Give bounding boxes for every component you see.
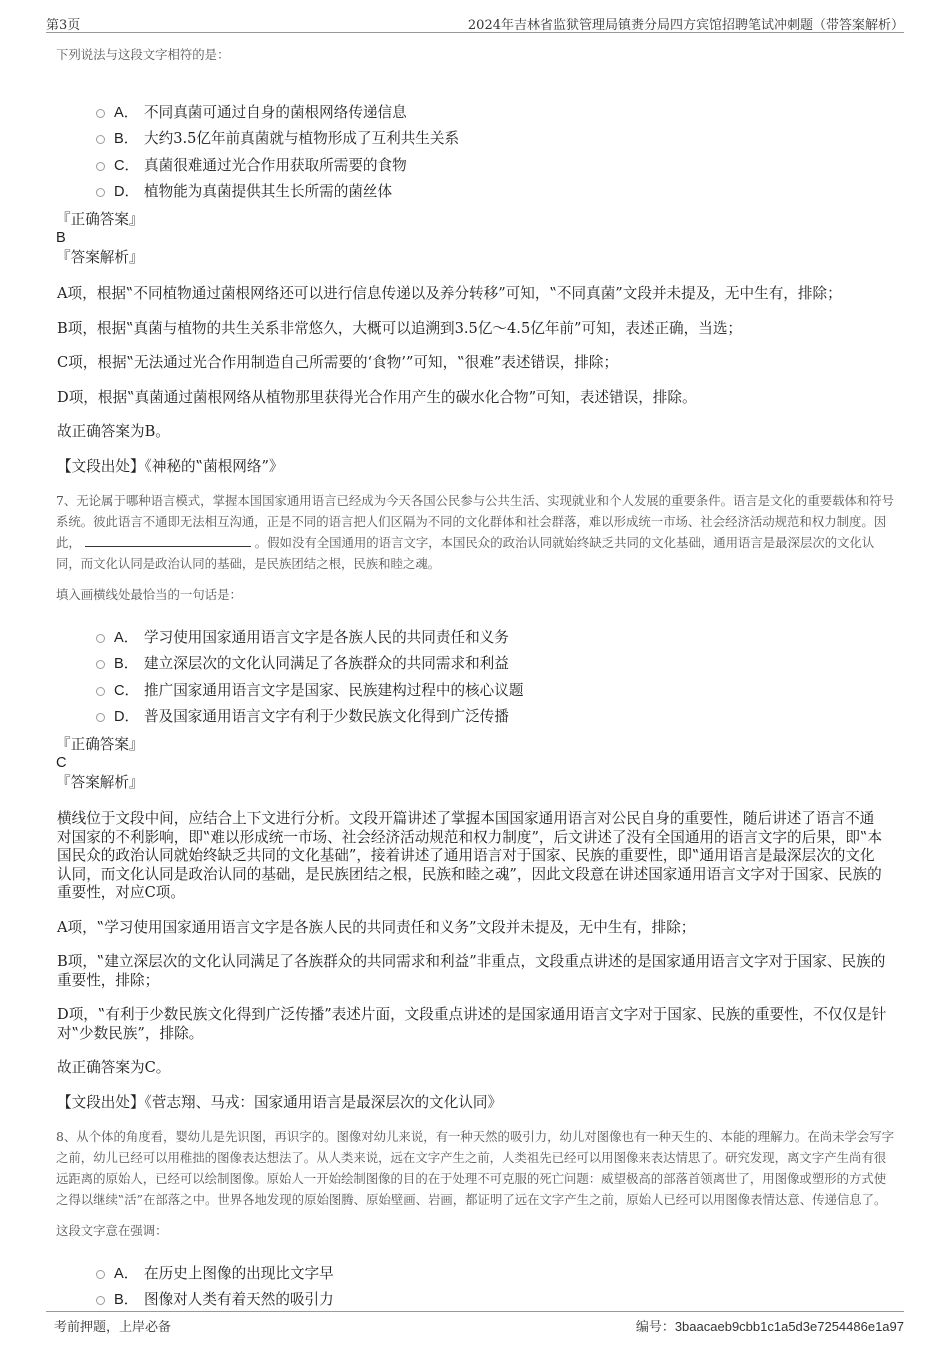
question-prompt: 填入画横线处最恰当的一句话是： [56,587,242,602]
fill-blank [85,534,251,547]
correct-answer: C [56,755,67,771]
radio-icon[interactable] [96,687,105,696]
radio-icon[interactable] [96,1296,105,1305]
radio-icon[interactable] [96,634,105,643]
option-a[interactable]: A． 学习使用国家通用语言文字是各族人民的共同责任和义务 [96,623,896,650]
document-title: 2024年吉林省监狱管理局镇赉分局四方宾馆招聘笔试冲刺题（带答案解析） [467,18,904,33]
page-header [46,12,904,33]
analysis-conclusion: 故正确答案为B。 [57,423,170,440]
page-number: 第3页 [46,18,81,33]
analysis-conclusion: 故正确答案为C。 [57,1059,171,1076]
radio-icon[interactable] [96,109,105,118]
analysis-paragraph: A项，‟学习使用国家通用语言文字是各族人民的共同责任和义务”文段并未提及，无中生有，排除； [57,918,696,936]
question-prompt: 下列说法与这段文字相符的是： [56,47,230,62]
analysis-paragraph: A项，根据‟不同植物通过菌根网络还可以进行信息传递以及养分转移”可知，‟不同真菌”文段并未提及，无中生有，排除； [57,285,842,302]
radio-icon[interactable] [96,713,105,722]
question-prompt: 这段文字意在强调： [56,1223,168,1238]
footer-slogan: 考前押题，上岸必备 [54,1320,172,1335]
radio-icon[interactable] [96,162,105,171]
option-a[interactable]: A． 在历史上图像的出现比文字早 [96,1259,896,1286]
analysis-label: 『答案解析』 [56,774,144,791]
option-a[interactable]: A． 不同真菌可通过自身的菌根网络传递信息 [96,98,896,125]
option-d[interactable]: D． 植物能为真菌提供其生长所需的菌丝体 [96,178,896,205]
option-c[interactable]: C． 真菌很难通过光合作用获取所需要的食物 [96,151,896,178]
correct-answer: B [56,230,66,246]
answer-label: 『正确答案』 [56,211,144,228]
analysis-paragraph: 横线位于文段中间，应结合上下文进行分析。文段开篇讲述了掌握本国国家通用语言对公民自身的重要性，随后讲述了语言不通对国家的不利影响，即‟难以形成统一市场、社会经济活动规范和权力制度”，后文讲述了没有全国通用的语言文字的后果，即‟本国民众的政治认同就始终缺乏共同的文化基础”，接着讲述了通用语言对于国家、民族的重要性，即‟通用语言是最深层次的文化认同，而文化认同是政治认同的基础，是民族团结之根，民族和睦之魂”，因此文段意在讲述国家通用语言文字对于国家、民族的重要性，对应C项。 [57,810,883,901]
radio-icon[interactable] [96,188,105,197]
document-code: 编号：3baacaeb9cbb1c1a5d3e7254486e1a97 [635,1319,904,1335]
analysis-paragraph: B项，‟建立深层次的文化认同满足了各族群众的共同需求和利益”非重点，文段重点讲述的是国家通用语言文字对于国家、民族的重要性，排除； [57,953,886,989]
option-b[interactable]: B． 建立深层次的文化认同满足了各族群众的共同需求和利益 [96,650,896,677]
analysis-paragraph: B项，根据‟真菌与植物的共生关系非常悠久，大概可以追溯到3.5亿～4.5亿年前”可知，表述正确，当选； [57,319,743,337]
source-citation: 【文段出处】《神秘的‟菌根网络”》 [57,457,284,475]
document-body [56,44,896,1312]
question-stem: 8、从个体的角度看，婴幼儿是先识图，再识字的。图像对幼儿来说，有一种天然的吸引力，幼儿对图像也有一种天生的、本能的理解力。在尚未学会写字之前，幼儿已经可以用稚拙的图像表达想法了。从人类来说，远在文字产生之前，人类祖先已经可以用图像来表达情思了。研究发现，离文字产生尚有很远距离的原始人，已经可以绘制图像。原始人一开始绘制图像的目的在于处理不可克服的死亡问题：威望极高的部落首领离世了，用图像或塑形的方式使之得以继续‟活”在部落之中。世界各地发现的原始图腾、原始壁画、岩画，都证明了远在文字产生之前，原始人已经可以用图像表情达意、传递信息了。 [56,1129,895,1207]
analysis-label: 『答案解析』 [56,249,144,266]
analysis-paragraph: C项，根据‟无法通过光合作用制造自己所需要的‘食物’”可知，‟很难”表述错误，排除； [57,354,619,371]
radio-icon[interactable] [96,1270,105,1279]
analysis-paragraph: D项，根据‟真菌通过菌根网络从植物那里获得光合作用产生的碳水化合物”可知，表述错误，排除。 [57,388,697,406]
radio-icon[interactable] [96,135,105,144]
page-footer [46,1311,904,1336]
option-list [96,1259,896,1312]
radio-icon[interactable] [96,660,105,669]
analysis-paragraph: D项，‟有利于少数民族文化得到广泛传播”表述片面，文段重点讲述的是国家通用语言文字对于国家、民族的重要性，不仅仅是针对‟少数民族”，排除。 [57,1006,887,1042]
option-d[interactable]: D． 普及国家通用语言文字有利于少数民族文化得到广泛传播 [96,703,896,730]
source-citation: 【文段出处】《菅志翔、马戎：国家通用语言是最深层次的文化认同》 [57,1093,503,1111]
option-list [96,98,896,204]
option-c[interactable]: C． 推广国家通用语言文字是国家、民族建构过程中的核心议题 [96,676,896,703]
option-b[interactable]: B． 图像对人类有着天然的吸引力 [96,1286,896,1313]
option-b[interactable]: B． 大约3.5亿年前真菌就与植物形成了互利共生关系 [96,125,896,152]
option-list [96,623,896,729]
question-stem: 7、无论属于哪种语言模式，掌握本国国家通用语言已经成为今天各国公民参与公共生活、实现就业和个人发展的重要条件。语言是文化的重要载体和符号系统。彼此语言不通即无法相互沟通，正是不同的语言把人们区隔为不同的文化群体和社会群落，难以形成统一市场、社会经济活动规范和权力制度。因此， 。假如没有全国通用的语言文字，本国民众的政治认同就始终缺乏共同的文化基础，通用语言是最深层次的文化认同，而文化认同是政治认同的基础，是民族团结之根，民族和睦之魂。 [56,493,895,571]
answer-label: 『正确答案』 [56,736,144,753]
